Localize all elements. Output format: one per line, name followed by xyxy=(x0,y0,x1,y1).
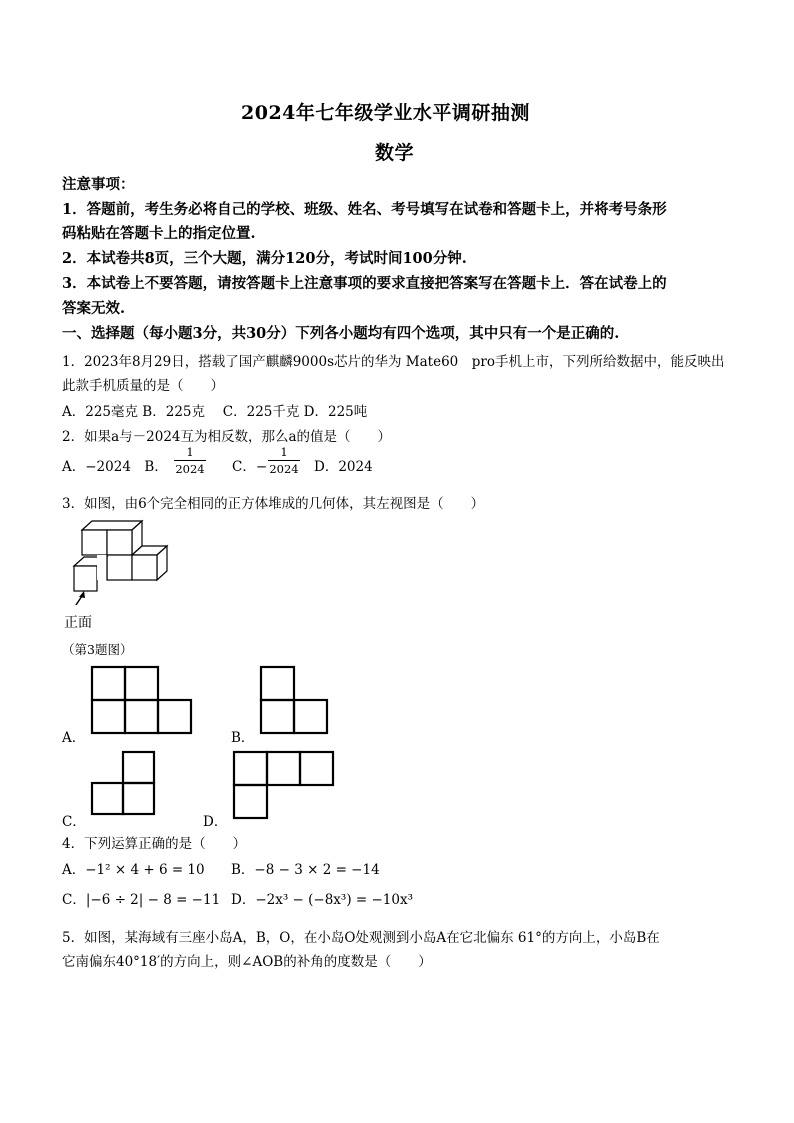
section-1-heading: 一、选择题（每小题3分，共30分）下列各小题均有四个选项，其中只有一个是正确的. xyxy=(62,325,620,342)
exam-title: 2024年七年级学业水平调研抽测 xyxy=(241,102,530,124)
q5-stem-line-1: 5．如图，某海域有三座小岛A，B，O，在小岛O处观测到小岛A在它北偏东 61°的方向上，小岛B在 xyxy=(62,930,660,946)
fraction-numerator: 1 xyxy=(186,445,194,459)
q3-option-a-figure xyxy=(90,665,200,737)
fraction-denominator: 2024 xyxy=(269,462,299,476)
q2-fraction-c xyxy=(268,445,300,476)
notice-item-3-line-2: 答案无效. xyxy=(62,300,126,317)
q3-figure-caption: （第3题图） xyxy=(62,642,133,657)
q3-option-c-figure xyxy=(90,750,162,822)
notice-item-2: 2．本试卷共8页，三个大题，满分120分，考试时间100分钟. xyxy=(62,250,467,267)
q2-fraction-b xyxy=(174,445,206,476)
q3-option-c-label: C． xyxy=(62,814,86,830)
q2-option-a-b: A．−2024 B． xyxy=(62,459,168,475)
notice-item-1-line-2: 码粘贴在答题卡上的指定位置. xyxy=(62,225,256,242)
fraction-bar xyxy=(174,460,206,461)
notice-heading: 注意事项： xyxy=(62,176,135,193)
subject-title: 数学 xyxy=(375,142,415,164)
notice-item-3-line-1: 3．本试卷上不要答题，请按答题卡上注意事项的要求直接把答案写在答题卡上．答在试卷上的 xyxy=(62,275,667,292)
q4-option-b: B．−8 − 3 × 2 = −14 xyxy=(231,862,380,878)
q3-option-b-label: B． xyxy=(231,730,255,746)
notice-item-1-line-1: 1．答题前，考生务必将自己的学校、班级、姓名、考号填写在试卷和答题卡上，并将考号条形 xyxy=(62,201,667,218)
fraction-numerator: 1 xyxy=(280,445,288,459)
q3-option-d-figure xyxy=(232,750,342,822)
q3-stem: 3．如图，由6个完全相同的正方体堆成的几何体，其左视图是（ ） xyxy=(62,496,485,512)
q4-option-d: D．−2x³ − (−8x³) = −10x³ xyxy=(231,892,414,908)
q4-option-a: A．−1² × 4 + 6 = 10 xyxy=(62,862,205,878)
q2-stem: 2．如果a与－2024互为相反数，那么a的值是（ ） xyxy=(62,429,392,445)
q1-stem-line-2: 此款手机质量的是（ ） xyxy=(62,378,224,394)
q3-cube-stack-figure xyxy=(62,515,182,605)
q1-stem-line-1: 1．2023年8月29日，搭载了国产麒麟9000s芯片的华为 Mate60 pro手机上市，下列所给数据中，能反映出 xyxy=(62,354,725,370)
fraction-bar xyxy=(268,460,300,461)
q2-option-c: C．− xyxy=(232,459,268,475)
q3-option-a-label: A． xyxy=(62,730,86,746)
q3-option-b-figure xyxy=(259,665,331,737)
fraction-denominator: 2024 xyxy=(175,462,205,476)
q5-stem-line-2: 它南偏东40°18′的方向上，则∠AOB的补角的度数是（ ） xyxy=(62,954,432,970)
q2-option-d: D．2024 xyxy=(314,459,373,475)
q4-option-c: C．|−6 ÷ 2| − 8 = −11 xyxy=(62,892,221,908)
q1-options: A．225毫克 B．225克 C．225千克 D．225吨 xyxy=(62,404,368,420)
q4-stem: 4．下列运算正确的是（ ） xyxy=(62,836,247,852)
q3-front-label: 正面 xyxy=(64,615,92,631)
q3-option-d-label: D． xyxy=(203,814,228,830)
